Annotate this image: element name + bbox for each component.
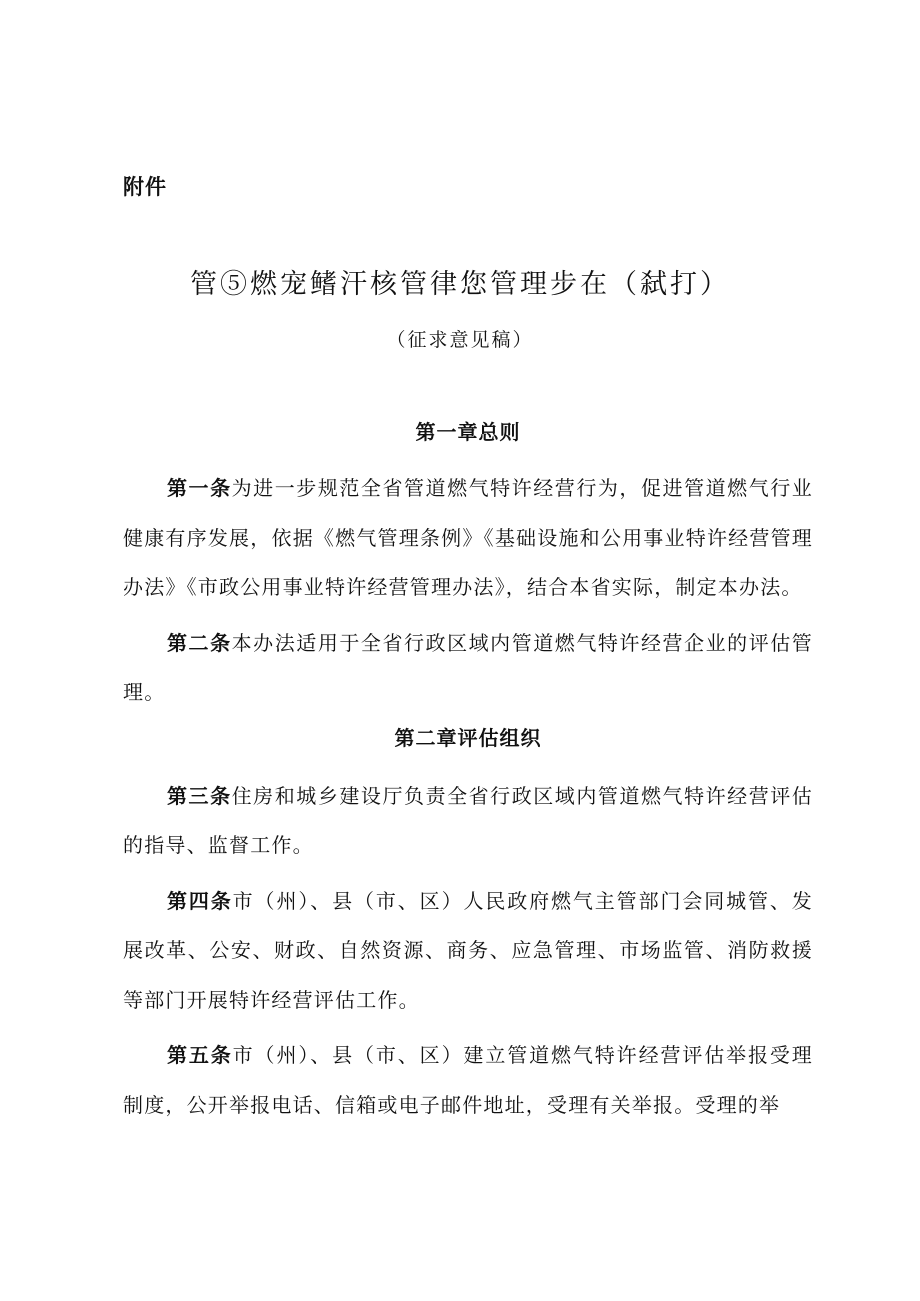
article-text: 市（州）、县（市、区）人民政府燃气主管部门会同城管、发展改革、公安、财政、自然资源、商务、应急管理、市场监管、消防救援等部门开展特许经营评估工作。 [123, 888, 813, 1012]
article-text: 为进一步规范全省管道燃气特许经营行为，促进管道燃气行业健康有序发展，依据《燃气管理条例》《基础设施和公用事业特许经营管理办法》《市政公用事业特许经营管理办法》，结合本省实际，制定本办法。 [123, 476, 813, 599]
article-text: 本办法适用于全省行政区域内管道燃气特许经营企业的评估管理。 [123, 630, 813, 704]
article-number: 第一条 [167, 476, 232, 500]
article-text: 住房和城乡建设厅负责全省行政区域内管道燃气特许经营评估的指导、监督工作。 [123, 783, 813, 857]
chapter-heading: 第二章评估组织 [394, 725, 542, 750]
document-body [123, 414, 813, 1136]
document-title: 管⑤燃宠鳍汗核管律您管理步在（弑打） [190, 269, 730, 300]
article-paragraph [123, 772, 813, 871]
chapter-heading: 第一章总则 [415, 420, 521, 444]
article-number: 第二条 [167, 630, 232, 655]
article-paragraph [123, 464, 813, 613]
article-paragraph [123, 619, 813, 718]
article-number: 第三条 [167, 783, 232, 808]
article-number: 第五条 [167, 1043, 233, 1067]
article-paragraph [123, 877, 813, 1026]
attachment-label: 附件 [123, 175, 167, 199]
document-subtitle: （征求意见稿） [386, 329, 534, 351]
article-number: 第四条 [167, 888, 233, 913]
article-text: 市（州）、县（市、区）建立管道燃气特许经营评估举报受理制度，公开举报电话、信箱或电子邮件地址，受理有关举报。受理的举 [123, 1043, 813, 1117]
article-paragraph [123, 1031, 813, 1130]
